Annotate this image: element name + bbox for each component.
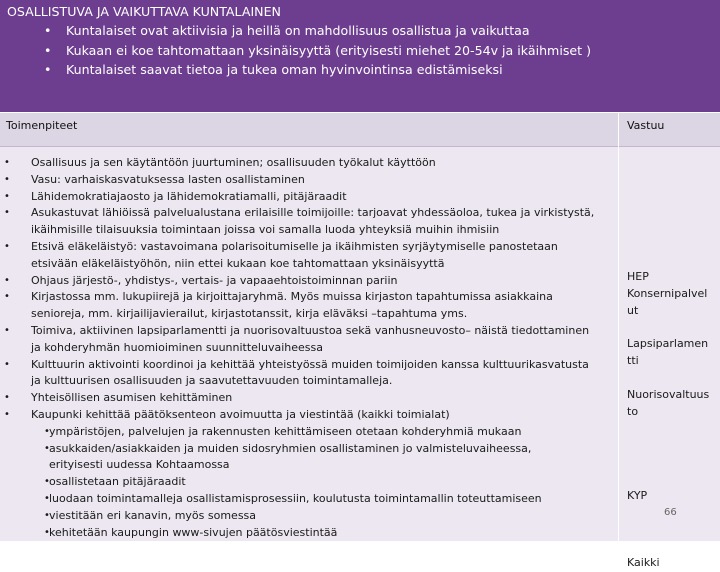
- responsible-cell: to: [627, 405, 639, 418]
- responsible-cell: Lapsiparlamen: [627, 337, 709, 350]
- goal-text: Kukaan ei koe tahtomattaan yksinäisyyttä (erityisesti miehet 20-54v ja ikäihmiset ): [66, 42, 591, 58]
- table-header-row: [0, 113, 720, 147]
- responsible-cell: tti: [627, 354, 639, 367]
- bullet-icon: •: [4, 392, 10, 404]
- action-item: [0, 390, 618, 407]
- bullet-icon: •: [44, 23, 52, 38]
- action-list: [0, 155, 618, 541]
- action-item: [0, 172, 618, 189]
- sub-action-text: erityisesti uudessa Kohtaamossa: [49, 458, 230, 472]
- responsible-cell: KYP: [627, 489, 648, 502]
- responsible-cell: Kaikki: [627, 556, 660, 569]
- action-item: [0, 273, 618, 290]
- action-text: Asukastuvat lähiöissä palvelualustana erilaisille toimijoille: tarjoavat yhdessäoloa, tukea ja virkistystä,: [31, 206, 595, 220]
- goal-text: Kuntalaiset saavat tietoa ja tukea oman hyvinvointinsa edistämiseksi: [66, 62, 503, 77]
- sub-action-text: viestitään eri kanavin, myös somessa: [49, 508, 257, 522]
- bullet-icon: •: [4, 324, 10, 336]
- responsible-cell: ut: [627, 304, 639, 317]
- bullet-icon: •: [4, 358, 10, 370]
- bullet-icon: •: [44, 425, 50, 437]
- slide-title: OSALLISTUVA JA VAIKUTTAVA KUNTALAINEN: [7, 4, 281, 19]
- action-text: Lähidemokratiajaosto ja lähidemokratiamalli, pitäjäraadit: [31, 189, 347, 203]
- header-banner: [0, 0, 720, 112]
- table-body-row: [0, 147, 720, 569]
- sub-action-item: [0, 508, 618, 525]
- column-header-responsible: Vastuu: [627, 119, 665, 132]
- responsible-cell: HEP: [627, 270, 649, 283]
- bullet-icon: •: [4, 408, 10, 420]
- action-item: [0, 189, 618, 206]
- action-item: [0, 407, 618, 541]
- sub-action-item: [0, 525, 618, 542]
- bullet-icon: •: [4, 157, 10, 168]
- sub-action-item: [0, 424, 618, 441]
- action-text: Etsivä eläkeläistyö: vastavoimana polarisoitumiselle ja ikäihmisten syrjäytymiselle panostetaan: [31, 239, 558, 253]
- action-item: [0, 323, 618, 357]
- action-text: ikäihmisille tilaisuuksia toimintaan joissa voi samalla luoda yhteyksiä muihin ihmisiin: [31, 223, 500, 237]
- actions-table: [0, 112, 720, 569]
- sub-action-item: [0, 491, 618, 508]
- responsible-cell: Konsernipalvel: [627, 287, 708, 300]
- sub-action-text: kehitetään kaupungin www-sivujen päätösviestintää: [49, 525, 338, 539]
- action-item: [0, 155, 618, 172]
- sub-action-text: ympäristöjen, palvelujen ja rakennusten kehittämiseen otetaan kohderyhmiä mukaan: [49, 424, 522, 438]
- action-item: [0, 357, 618, 391]
- goal-item: [7, 41, 720, 61]
- bullet-icon: •: [44, 509, 50, 521]
- goal-item: [7, 21, 720, 41]
- bullet-icon: •: [44, 526, 50, 538]
- action-text: Ohjaus järjestö-, yhdistys-, vertais- ja vapaaehtoistoiminnan pariin: [31, 273, 398, 287]
- action-text: Yhteisöllisen asumisen kehittäminen: [31, 391, 233, 405]
- action-item: [0, 239, 618, 273]
- action-item: [0, 289, 618, 323]
- action-text: Osallisuus ja sen käytäntöön juurtuminen; osallisuuden työkalut käyttöön: [31, 156, 436, 169]
- goal-text: Kuntalaiset ovat aktiivisia ja heillä on mahdollisuus osallistua ja vaikuttaa: [66, 23, 530, 38]
- sub-action-text: asukkaiden/asiakkaiden ja muiden sidosryhmien osallistaminen jo valmisteluvaiheessa,: [49, 441, 532, 455]
- bullet-icon: •: [4, 190, 10, 202]
- column-divider: [618, 113, 619, 541]
- action-text: etsivään eläkeläistyöhön, niin ettei kukaan koe tahtomattaan yksinäisyyttä: [31, 256, 445, 270]
- bullet-icon: •: [4, 240, 10, 252]
- bullet-icon: •: [44, 492, 50, 504]
- action-text: ja kohderyhmän huomioiminen suunnitteluvaiheessa: [31, 340, 323, 354]
- action-text: Kulttuurin aktivointi koordinoi ja kehittää yhteistyössä muiden toimijoiden kanssa kulttuurikasvatusta: [31, 357, 589, 371]
- action-text: Kaupunki kehittää päätöksenteon avoimuutta ja viestintää (kaikki toimialat): [31, 407, 450, 421]
- responsible-cell: Nuorisovaltuus: [627, 388, 710, 401]
- bullet-icon: •: [44, 476, 50, 488]
- action-text: Toimiva, aktiivinen lapsiparlamentti ja nuorisovaltuustoa sekä vanhusneuvosto– näistä tiedottaminen: [31, 323, 590, 337]
- bullet-icon: •: [44, 442, 50, 454]
- goal-item: [7, 60, 720, 80]
- bullet-icon: •: [44, 42, 52, 58]
- action-text: Kirjastossa mm. lukupiirejä ja kirjoittajaryhmä. Myös muissa kirjaston tapahtumissa asiakkaina: [31, 290, 553, 304]
- bullet-icon: •: [4, 291, 10, 303]
- action-item: [0, 205, 618, 239]
- bullet-icon: •: [4, 173, 10, 185]
- sub-action-item: [0, 474, 618, 491]
- column-header-actions: Toimenpiteet: [6, 119, 78, 132]
- page-number: 66: [664, 507, 677, 518]
- bullet-icon: •: [44, 62, 52, 77]
- sub-action-text: osallistetaan pitäjäraadit: [49, 475, 186, 489]
- sub-action-item: [0, 441, 618, 475]
- goal-list: [7, 21, 720, 80]
- sub-action-list: [31, 424, 618, 542]
- action-text: ja kulttuurisen osallisuuden ja saavutettavuuden toimintamalleja.: [31, 374, 393, 388]
- bullet-icon: •: [4, 274, 10, 286]
- sub-action-text: luodaan toimintamalleja osallistamisprosessiin, koulutusta toimintamallin toteuttamiseen: [49, 491, 542, 505]
- action-text: Vasu: varhaiskasvatuksessa lasten osallistaminen: [31, 172, 305, 186]
- action-text: senioreja, mm. kirjailijavierailut, kirjastotanssit, kirja eläväksi –tapahtuma yms.: [31, 307, 468, 321]
- bullet-icon: •: [4, 207, 10, 219]
